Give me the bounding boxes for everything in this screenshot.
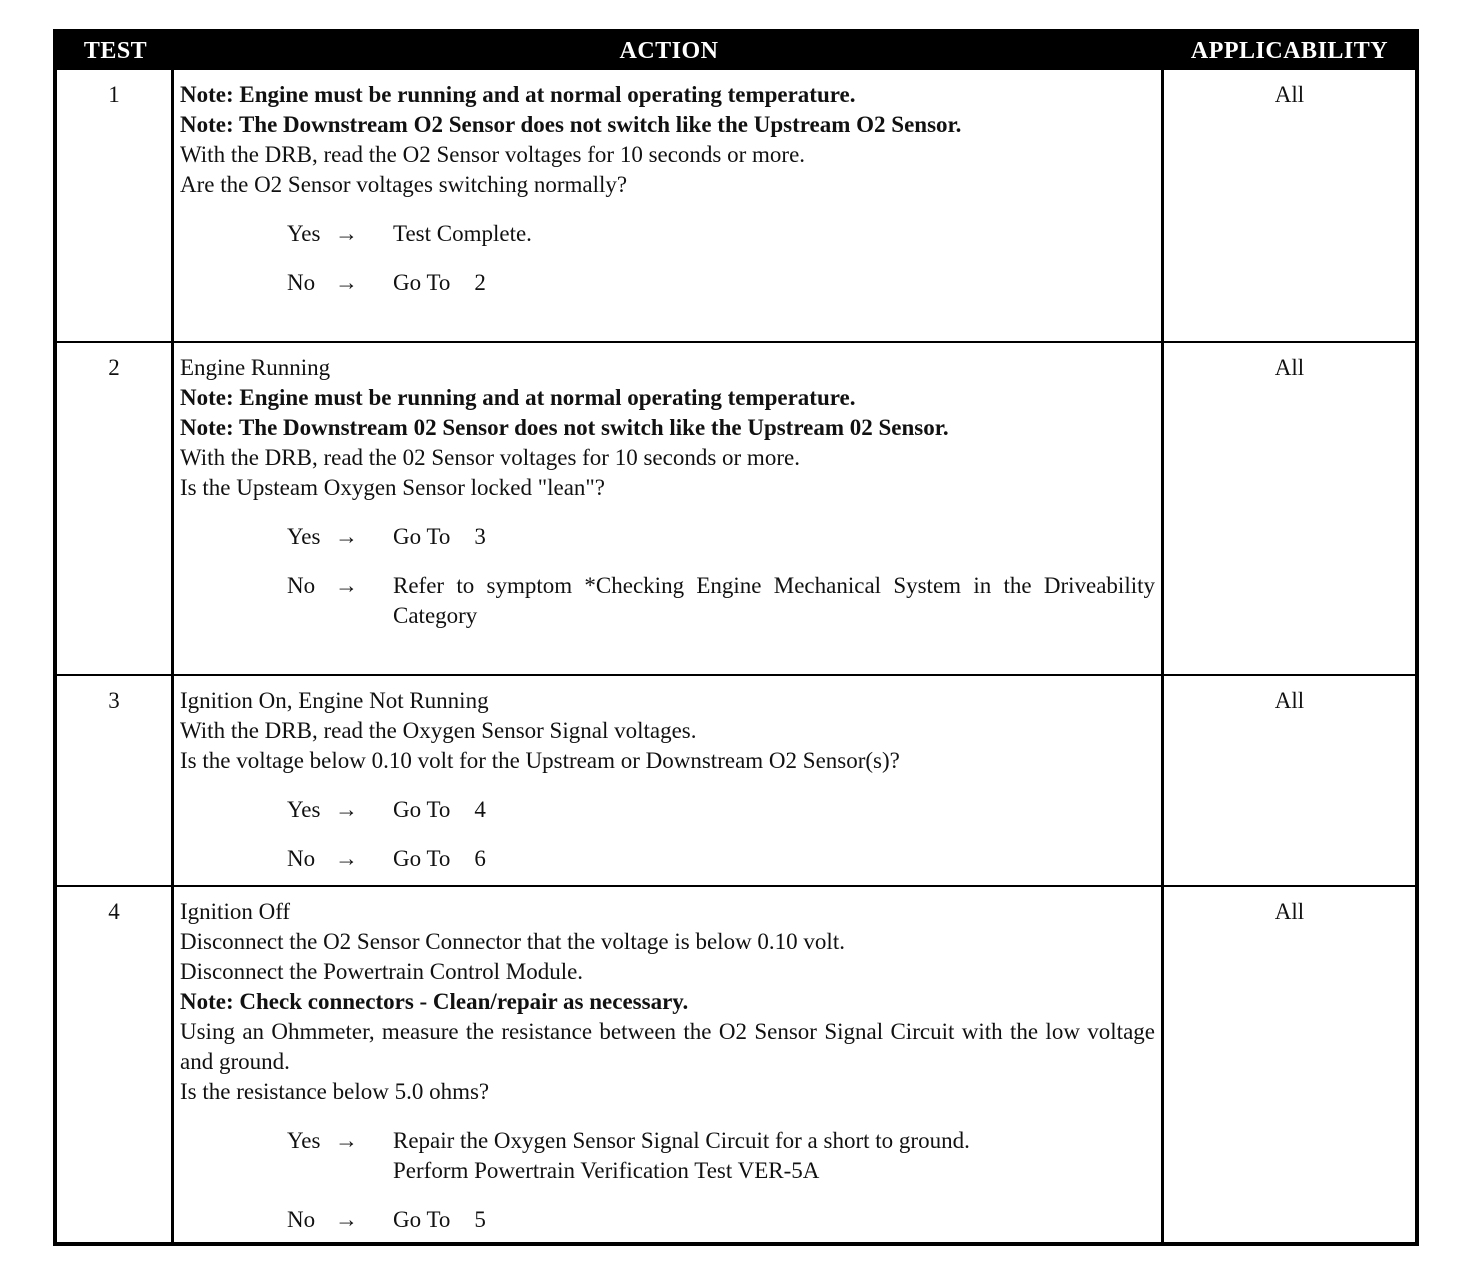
arrow-right-icon: → bbox=[335, 797, 358, 822]
action-line: Is the resistance below 5.0 ohms? bbox=[180, 1079, 490, 1104]
branch-label: Yes bbox=[287, 797, 321, 822]
test-applicability: All bbox=[1164, 341, 1415, 674]
action-line: Is the voltage below 0.10 volt for the Upstream or Downstream O2 Sensor(s)? bbox=[180, 748, 900, 773]
branch-no bbox=[180, 268, 1155, 298]
branch-label: No bbox=[287, 270, 316, 295]
goto-target: 5 bbox=[474, 1207, 486, 1232]
branch-result: Refer to symptom *Checking Engine Mechanical System in the Driveability Category bbox=[393, 573, 1155, 628]
action-line: Is the Upsteam Oxygen Sensor locked "lean"? bbox=[180, 475, 605, 500]
header-applicability: APPLICABILITY bbox=[1164, 33, 1415, 70]
arrow-right-icon: → bbox=[335, 270, 358, 295]
branch-result-line: Repair the Oxygen Sensor Signal Circuit for a short to ground. bbox=[393, 1128, 970, 1153]
branch-goto bbox=[393, 844, 1155, 874]
action-line: Note: The Downstream 02 Sensor does not switch like the Upstream 02 Sensor. bbox=[180, 415, 949, 440]
branch-list bbox=[180, 795, 1155, 874]
action-line: Disconnect the Powertrain Control Module. bbox=[180, 959, 584, 984]
branch-goto bbox=[393, 795, 1155, 825]
branch-result: Test Complete. bbox=[393, 221, 532, 246]
branch-goto bbox=[393, 522, 1155, 552]
test-action bbox=[174, 885, 1164, 1242]
test-number: 2 bbox=[57, 341, 174, 674]
branch-label: No bbox=[287, 1207, 316, 1232]
branch-yes bbox=[180, 219, 1155, 249]
test-number: 4 bbox=[57, 885, 174, 1242]
action-line: Ignition On, Engine Not Running bbox=[180, 688, 489, 713]
action-line: Note: Engine must be running and at normal operating temperature. bbox=[180, 385, 856, 410]
branch-label: Yes bbox=[287, 524, 321, 549]
goto-label: Go To bbox=[393, 1207, 451, 1232]
action-line: Note: Engine must be running and at normal operating temperature. bbox=[180, 82, 856, 107]
goto-target: 6 bbox=[474, 846, 486, 871]
action-line: Note: Check connectors - Clean/repair as necessary. bbox=[180, 989, 689, 1014]
branch-result bbox=[393, 1126, 1155, 1186]
branch-list bbox=[180, 219, 1155, 298]
branch-goto bbox=[393, 1205, 1155, 1235]
branch-list bbox=[180, 1126, 1155, 1235]
branch-yes bbox=[180, 522, 1155, 552]
branch-yes bbox=[180, 795, 1155, 825]
test-action bbox=[174, 674, 1164, 885]
arrow-right-icon: → bbox=[335, 221, 358, 246]
branch-label: Yes bbox=[287, 1128, 321, 1153]
action-line: With the DRB, read the Oxygen Sensor Signal voltages. bbox=[180, 718, 697, 743]
branch-no bbox=[180, 571, 1155, 631]
action-line: Note: The Downstream O2 Sensor does not switch like the Upstream O2 Sensor. bbox=[180, 112, 962, 137]
arrow-right-icon: → bbox=[335, 1207, 358, 1232]
action-line: Engine Running bbox=[180, 355, 331, 380]
arrow-right-icon: → bbox=[335, 573, 358, 598]
branch-label: No bbox=[287, 846, 316, 871]
branch-result-line: Perform Powertrain Verification Test VER-5A bbox=[393, 1158, 820, 1183]
branch-label: Yes bbox=[287, 221, 321, 246]
branch-yes bbox=[180, 1126, 1155, 1186]
test-number: 3 bbox=[57, 674, 174, 885]
goto-label: Go To bbox=[393, 270, 451, 295]
action-line: Using an Ohmmeter, measure the resistance between the O2 Sensor Signal Circuit with the low voltage and ground. bbox=[180, 1019, 1155, 1074]
action-line: Disconnect the O2 Sensor Connector that the voltage is below 0.10 volt. bbox=[180, 929, 845, 954]
header-test: TEST bbox=[57, 33, 174, 70]
branch-list bbox=[180, 522, 1155, 631]
diagnostic-test-table bbox=[53, 29, 1419, 1246]
test-applicability: All bbox=[1164, 674, 1415, 885]
branch-goto bbox=[393, 268, 1155, 298]
goto-target: 4 bbox=[474, 797, 486, 822]
header-action: ACTION bbox=[174, 33, 1164, 70]
goto-target: 2 bbox=[474, 270, 486, 295]
goto-target: 3 bbox=[474, 524, 486, 549]
arrow-right-icon: → bbox=[335, 524, 358, 549]
goto-label: Go To bbox=[393, 524, 451, 549]
test-number: 1 bbox=[57, 70, 174, 341]
test-applicability: All bbox=[1274, 82, 1305, 107]
action-line: With the DRB, read the 02 Sensor voltages for 10 seconds or more. bbox=[180, 445, 800, 470]
test-action bbox=[174, 341, 1164, 674]
goto-label: Go To bbox=[393, 797, 451, 822]
action-line: Ignition Off bbox=[180, 899, 291, 924]
action-line: Are the O2 Sensor voltages switching normally? bbox=[180, 172, 628, 197]
goto-label: Go To bbox=[393, 846, 451, 871]
test-action bbox=[174, 70, 1164, 341]
arrow-right-icon: → bbox=[335, 846, 358, 871]
branch-no bbox=[180, 1205, 1155, 1235]
branch-no bbox=[180, 844, 1155, 874]
arrow-right-icon: → bbox=[335, 1128, 358, 1153]
action-line: With the DRB, read the O2 Sensor voltages for 10 seconds or more. bbox=[180, 142, 806, 167]
test-applicability: All bbox=[1164, 885, 1415, 1242]
branch-label: No bbox=[287, 573, 316, 598]
